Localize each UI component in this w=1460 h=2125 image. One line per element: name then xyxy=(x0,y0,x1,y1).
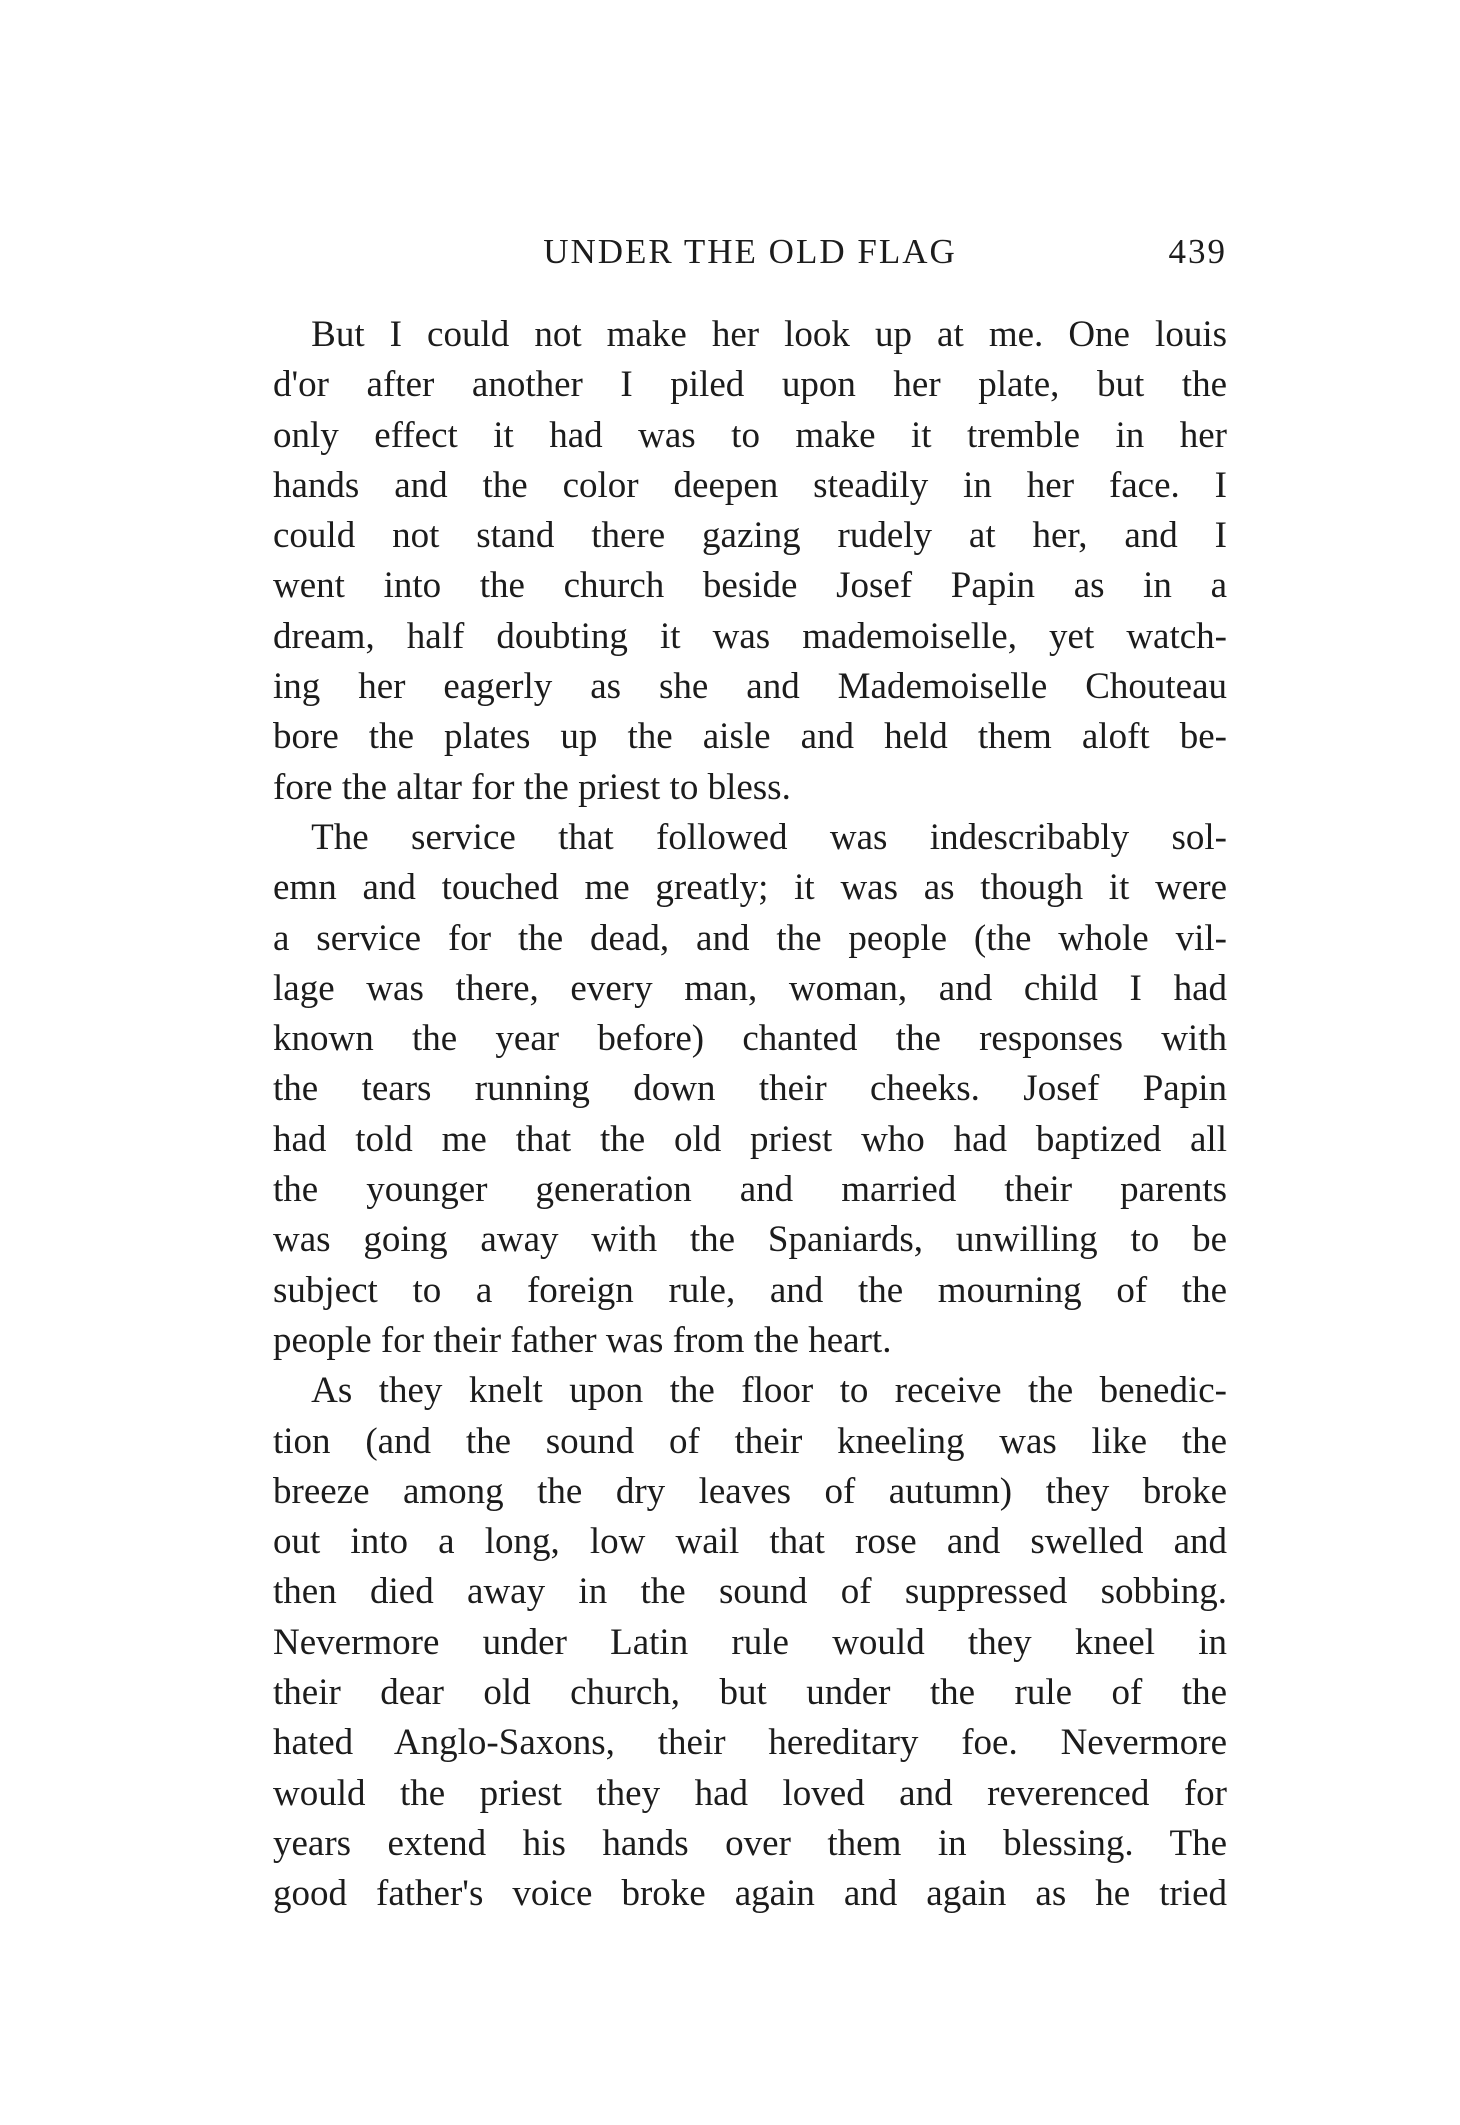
text-line: bore the plates up the aisle and held them aloft be- xyxy=(273,716,1227,758)
text-line: would the priest they had loved and reverenced for xyxy=(273,1772,1227,1814)
text-line: was going away with the Spaniards, unwilling to be xyxy=(273,1219,1227,1261)
text-line: hands and the color deepen steadily in her face. I xyxy=(273,464,1227,506)
text-line: The service that followed was indescribably sol- xyxy=(311,816,1227,858)
text-line: then died away in the sound of suppressed sobbing. xyxy=(273,1571,1227,1613)
text-line: people for their father was from the heart. xyxy=(273,1319,892,1361)
page-number: 439 xyxy=(1168,232,1227,271)
running-title: UNDER THE OLD FLAG xyxy=(543,232,957,271)
text-line: But I could not make her look up at me. One louis xyxy=(311,314,1227,355)
text-line: d'or after another I piled upon her plate, but the xyxy=(273,364,1227,406)
text-line: breeze among the dry leaves of autumn) they broke xyxy=(273,1470,1227,1512)
text-line: the tears running down their cheeks. Josef Papin xyxy=(273,1068,1227,1110)
text-line: good father's voice broke again and again as he tried xyxy=(273,1873,1227,1915)
running-head xyxy=(273,232,1227,284)
text-line: subject to a foreign rule, and the mourning of the xyxy=(273,1269,1227,1311)
text-line: only effect it had was to make it tremble in her xyxy=(273,414,1227,456)
text-line: could not stand there gazing rudely at her, and I xyxy=(273,515,1227,557)
text-line: years extend his hands over them in blessing. The xyxy=(273,1822,1227,1864)
text-line: lage was there, every man, woman, and child I had xyxy=(273,967,1227,1009)
text-line: tion (and the sound of their kneeling was like the xyxy=(273,1420,1227,1462)
text-line: Nevermore under Latin rule would they kneel in xyxy=(273,1621,1227,1663)
text-line: out into a long, low wail that rose and swelled and xyxy=(273,1521,1227,1563)
text-line: the younger generation and married their parents xyxy=(273,1169,1227,1211)
text-line: As they knelt upon the floor to receive the benedic- xyxy=(311,1370,1227,1412)
text-line: went into the church beside Josef Papin as in a xyxy=(273,565,1227,607)
text-line: dream, half doubting it was mademoiselle, yet watch- xyxy=(273,615,1227,657)
text-line: ing her eagerly as she and Mademoiselle Chouteau xyxy=(273,666,1227,708)
text-line: emn and touched me greatly; it was as though it were xyxy=(273,867,1227,909)
text-line: their dear old church, but under the rule of the xyxy=(273,1672,1227,1714)
text-line: fore the altar for the priest to bless. xyxy=(273,766,791,808)
text-line: known the year before) chanted the responses with xyxy=(273,1018,1227,1060)
text-line: hated Anglo-Saxons, their hereditary foe. Nevermore xyxy=(273,1722,1227,1764)
text-line: a service for the dead, and the people (the whole vil- xyxy=(273,917,1227,959)
body-text xyxy=(273,310,1227,1920)
text-line: had told me that the old priest who had baptized all xyxy=(273,1118,1227,1160)
